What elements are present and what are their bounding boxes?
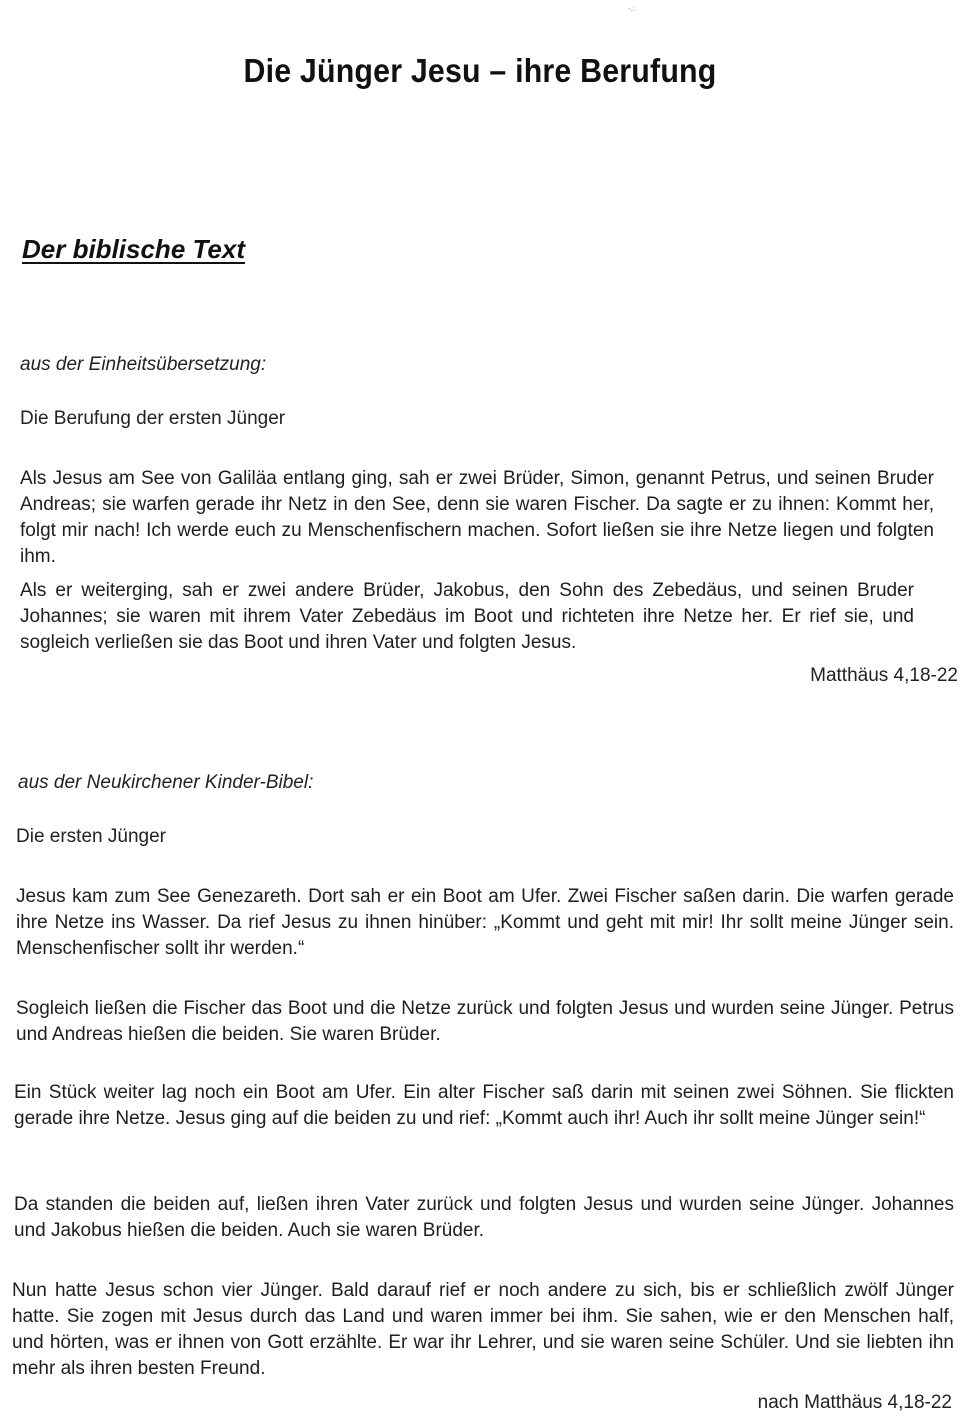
- excerpt-source-einheitsuebersetzung: aus der Einheitsübersetzung:: [20, 354, 267, 375]
- excerpt-source-kinderbibel: aus der Neukirchener Kinder-Bibel:: [18, 772, 314, 793]
- excerpt-paragraph: Jesus kam zum See Genezareth. Dort sah er ein Boot am Ufer. Zwei Fischer saßen darin. Die warfen gerade ihre Netze ins Wasser. Da rief Jesus zu ihnen hinüber: „Kommt und geht mit mir! Ihr sollt meine Jünger sein. Menschenfischer sollt ihr werden.“: [16, 886, 954, 959]
- excerpt-paragraph: Als er weiterging, sah er zwei andere Brüder, Jakobus, den Sohn des Zebedäus, und seinen Bruder Johannes; sie waren mit ihrem Vater Zebedäus im Boot und richteten ihre Netze her. Er rief sie, und sogleich verließen sie das Boot und ihren Vater und folgten Jesus.: [20, 580, 914, 653]
- excerpt-subtitle: Die Berufung der ersten Jünger: [20, 408, 286, 429]
- excerpt-paragraph: Sogleich ließen die Fischer das Boot und die Netze zurück und folgten Jesus und wurden seine Jünger. Petrus und Andreas hießen die beiden. Sie waren Brüder.: [16, 998, 954, 1045]
- bible-reference: Matthäus 4,18-22: [810, 665, 958, 686]
- excerpt-paragraph: Als Jesus am See von Galiläa entlang ging, sah er zwei Brüder, Simon, genannt Petrus, und seinen Bruder Andreas; sie warfen gerade ihr Netz in den See, denn sie waren Fischer. Da sagte er zu ihnen: Kommt her, folgt mir nach! Ich werde euch zu Menschenfischern machen. Sofort ließen sie ihre Netze liegen und folgten ihm.: [20, 468, 934, 567]
- bible-reference: nach Matthäus 4,18-22: [757, 1392, 952, 1413]
- excerpt-subtitle: Die ersten Jünger: [16, 826, 166, 847]
- excerpt-paragraph: Ein Stück weiter lag noch ein Boot am Ufer. Ein alter Fischer saß darin mit seinen zwei Söhnen. Sie flickten gerade ihre Netze. Jesus ging auf die beiden zu und rief: „Kommt auch ihr! Auch ihr sollt meine Jünger sein!“: [14, 1082, 954, 1129]
- excerpt-paragraph: Da standen die beiden auf, ließen ihren Vater zurück und folgten Jesus und wurden seine Jünger. Johannes und Jakobus hießen die beiden. Auch sie waren Brüder.: [14, 1194, 954, 1241]
- scan-speck: ·.:: [628, 4, 636, 13]
- page-title: Die Jünger Jesu – ihre Berufung: [243, 52, 717, 89]
- section-heading: Der biblische Text: [22, 234, 245, 264]
- excerpt-paragraph: Nun hatte Jesus schon vier Jünger. Bald darauf rief er noch andere zu sich, bis er schließlich zwölf Jünger hatte. Sie zogen mit Jesus durch das Land und waren immer bei ihm. Sie sahen, wie er den Menschen half, und hörten, was er ihnen von Gott erzählte. Er war ihr Lehrer, und sie waren seine Schüler. Und sie liebten ihn mehr als ihren besten Freund.: [12, 1280, 954, 1379]
